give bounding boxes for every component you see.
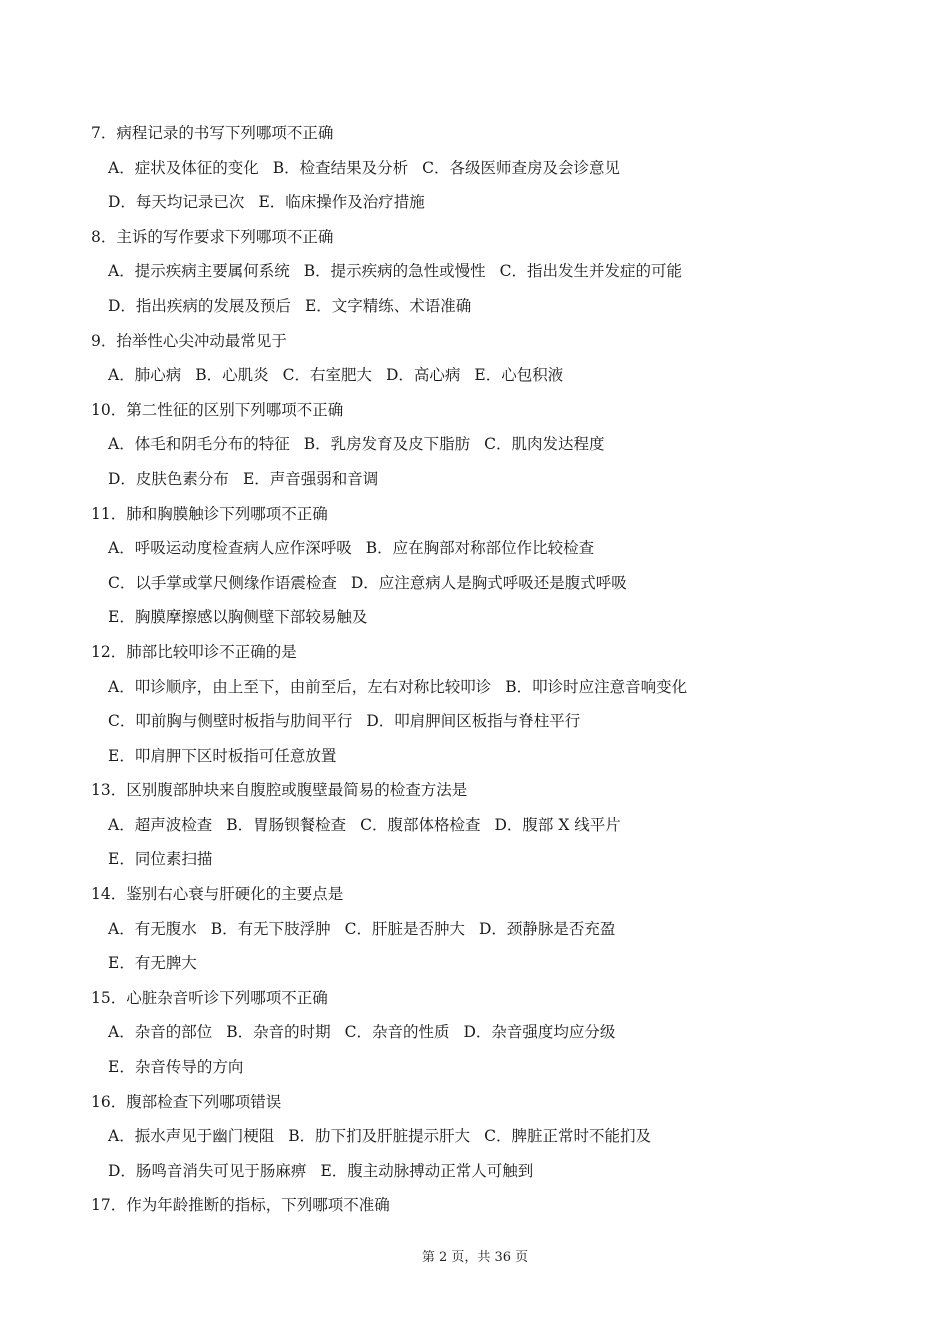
option-text: B．乳房发育及皮下脂肪 [303, 435, 471, 454]
option-text: E．文字精练、术语准确 [304, 296, 472, 315]
option-row [91, 1154, 891, 1189]
option-row [91, 427, 891, 462]
option-row [91, 151, 891, 186]
option-row [91, 808, 891, 843]
option-text: A．肺心病 [108, 366, 182, 385]
option-text: A．杂音的部位 [108, 1023, 213, 1042]
option-text: C．右室肥大 [282, 366, 372, 385]
option-row [91, 704, 891, 739]
option-text: D．肠鸣音消失可见于肠麻痹 [108, 1161, 307, 1180]
option-text: B．叩诊时应注意音响变化 [505, 677, 688, 696]
option-text: B．有无下肢浮肿 [210, 919, 331, 938]
option-text: E．心包积液 [474, 366, 564, 385]
question-stem: 8．主诉的写作要求下列哪项不正确 [91, 227, 334, 246]
option-text: C．脾脏正常时不能扪及 [484, 1127, 651, 1146]
option-text: E．临床操作及治疗措施 [258, 193, 425, 212]
option-text: A．体毛和阴毛分布的特征 [108, 435, 290, 454]
option-text: D．应注意病人是胸式呼吸还是腹式呼吸 [350, 573, 627, 592]
option-row [91, 670, 891, 705]
option-text: C．指出发生并发症的可能 [499, 262, 682, 281]
question-stem: 11．肺和胸膜触诊下列哪项不正确 [91, 504, 328, 523]
option-text: D．杂音强度均应分级 [463, 1023, 616, 1042]
question-stem: 14．鉴别右心衰与肝硬化的主要点是 [91, 885, 344, 904]
option-row [91, 254, 891, 289]
option-row [91, 1050, 891, 1085]
option-text: E．杂音传导的方向 [108, 1058, 244, 1077]
question-stem: 13．区别腹部肿块来自腹腔或腹壁最简易的检查方法是 [91, 781, 468, 800]
option-text: B．杂音的时期 [226, 1023, 331, 1042]
option-row [91, 462, 891, 497]
option-row [91, 566, 891, 601]
option-text: C．以手掌或掌尺侧缘作语震检查 [108, 573, 337, 592]
question-stem: 10．第二性征的区别下列哪项不正确 [91, 400, 344, 419]
option-text: C．叩前胸与侧壁时板指与肋间平行 [108, 712, 353, 731]
option-row [91, 531, 891, 566]
option-text: D．每天均记录已次 [108, 193, 245, 212]
option-row [91, 600, 891, 635]
option-text: D．腹部 X 线平片 [494, 815, 621, 834]
option-text: E．同位素扫描 [108, 850, 213, 869]
question-stem: 17．作为年龄推断的指标，下列哪项不准确 [91, 1196, 390, 1215]
option-text: E．有无脾大 [108, 954, 197, 973]
option-text: C．各级医师查房及会诊意见 [422, 158, 620, 177]
option-row [91, 185, 891, 220]
question-stem: 7．病程记录的书写下列哪项不正确 [91, 124, 334, 142]
page-footer: 第 2 页，共 36 页 [421, 1250, 529, 1265]
option-text: D．叩肩胛间区板指与脊柱平行 [366, 712, 581, 731]
option-text: D．皮肤色素分布 [108, 469, 229, 488]
option-row [91, 946, 891, 981]
option-text: C．肝脏是否肿大 [344, 919, 465, 938]
option-text: B．胃肠钡餐检查 [226, 815, 347, 834]
option-text: E．叩肩胛下区时板指可任意放置 [108, 746, 337, 765]
option-row [91, 289, 891, 324]
option-text: C．杂音的性质 [344, 1023, 450, 1042]
option-text: C．腹部体格检查 [360, 815, 481, 834]
option-text: A．叩诊顺序，由上至下，由前至后，左右对称比较叩诊 [108, 677, 492, 696]
option-text: A．有无腹水 [108, 919, 197, 938]
option-row [91, 1119, 891, 1154]
option-text: C．肌肉发达程度 [484, 435, 605, 454]
question-stem: 16．腹部检查下列哪项错误 [91, 1092, 282, 1111]
option-text: A．提示疾病主要属何系统 [108, 262, 290, 281]
option-text: E．胸膜摩擦感以胸侧壁下部较易触及 [108, 608, 368, 627]
question-stem: 12．肺部比较叩诊不正确的是 [91, 642, 297, 661]
option-row [91, 739, 891, 774]
option-text: B．检查结果及分析 [272, 158, 409, 177]
option-text: A．振水声见于幽门梗阻 [108, 1127, 275, 1146]
question-stem: 15．心脏杂音听诊下列哪项不正确 [91, 988, 328, 1007]
option-row [91, 912, 891, 947]
option-row [91, 1015, 891, 1050]
option-text: D．指出疾病的发展及预后 [108, 296, 291, 315]
option-text: E．声音强弱和音调 [242, 469, 379, 488]
page-content [91, 116, 891, 1223]
option-row [91, 358, 891, 393]
option-text: B．肋下扪及肝脏提示肝大 [288, 1127, 471, 1146]
question-stem: 9．抬举性心尖冲动最常见于 [91, 331, 287, 350]
option-row [91, 842, 891, 877]
option-text: B．应在胸部对称部位作比较检查 [365, 539, 595, 558]
option-text: D．颈静脉是否充盈 [478, 919, 616, 938]
option-text: A．症状及体征的变化 [108, 158, 259, 177]
option-text: A．超声波检查 [108, 815, 213, 834]
option-text: D．高心病 [385, 366, 461, 385]
option-text: B．提示疾病的急性或慢性 [303, 262, 486, 281]
option-text: B．心肌炎 [195, 366, 269, 385]
option-text: A．呼吸运动度检查病人应作深呼吸 [108, 539, 352, 558]
option-text: E．腹主动脉搏动正常人可触到 [320, 1161, 534, 1180]
